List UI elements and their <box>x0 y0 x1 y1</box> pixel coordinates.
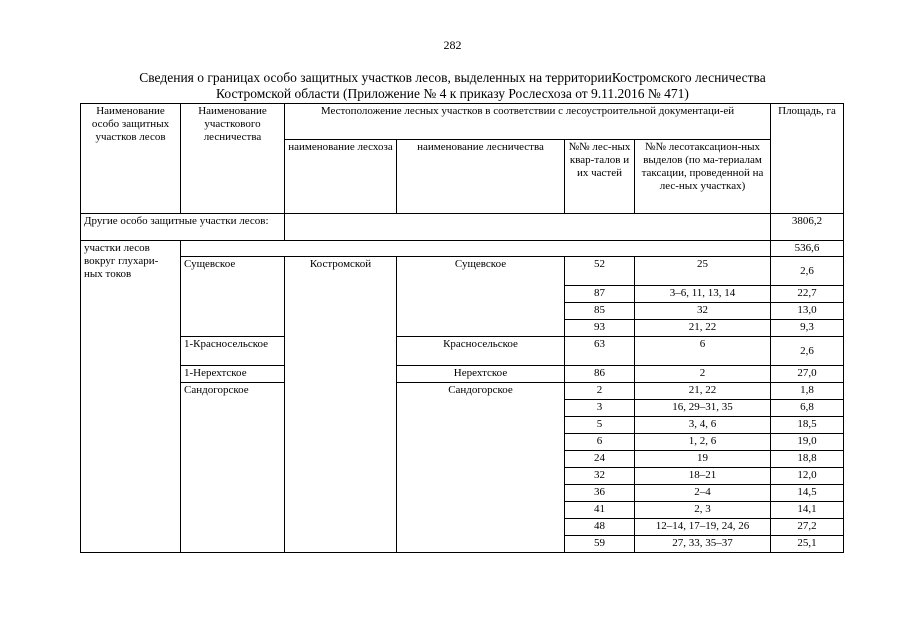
header-row-1 <box>81 104 844 140</box>
header-col-district-forestry: Наименование участкового лесничества <box>181 104 285 214</box>
cell-kvartal: 36 <box>565 485 635 502</box>
cell-vydel: 16, 29–31, 35 <box>635 400 771 417</box>
cell-kvartal: 41 <box>565 502 635 519</box>
table-row <box>81 337 844 366</box>
cell-vydel: 19 <box>635 451 771 468</box>
header-col-leskhoz: наименование лесхоза <box>285 140 397 214</box>
cell-kvartal: 5 <box>565 417 635 434</box>
cell-area: 22,7 <box>771 286 844 303</box>
cell-area: 2,6 <box>771 337 844 366</box>
title-line-1: Сведения о границах особо защитных участков лесов, выделенных на территорииКостромского лесничества <box>139 70 766 85</box>
cell-kvartal: 32 <box>565 468 635 485</box>
cell-kvartal: 86 <box>565 366 635 383</box>
subgroup-label: участки лесов вокруг глухари-ных токов <box>81 241 181 553</box>
header-col-vydel: №№ лесотаксацион-ных выделов (по ма-териалам таксации, проведенной на лес-ных участках) <box>635 140 771 214</box>
header-location: Местоположение лесных участков в соответствии с лесоустроительной документаци-ей <box>285 104 771 140</box>
cell-kvartal: 24 <box>565 451 635 468</box>
cell-lesnichestvo: Нерехтское <box>397 366 565 383</box>
cell-lesnichestvo: Красносельское <box>397 337 565 366</box>
table-row <box>81 383 844 400</box>
cell-area: 27,0 <box>771 366 844 383</box>
cell-vydel: 1, 2, 6 <box>635 434 771 451</box>
group-label: Другие особо защитные участки лесов: <box>81 214 285 241</box>
page-number: 282 <box>443 38 462 52</box>
cell-area: 9,3 <box>771 320 844 337</box>
cell-lesnichestvo: Сандогорское <box>397 383 565 553</box>
document-title <box>60 70 845 102</box>
group-empty <box>285 214 771 241</box>
cell-vydel: 6 <box>635 337 771 366</box>
cell-leskhoz: Костромской <box>285 257 397 553</box>
table-row <box>81 366 844 383</box>
cell-area: 14,5 <box>771 485 844 502</box>
cell-district-forestry: Сандогорское <box>181 383 285 553</box>
cell-vydel: 2–4 <box>635 485 771 502</box>
cell-area: 13,0 <box>771 303 844 320</box>
header-col-lesnichestvo: наименование лесничества <box>397 140 565 214</box>
cell-area: 18,5 <box>771 417 844 434</box>
subgroup-empty <box>181 241 771 257</box>
cell-area: 27,2 <box>771 519 844 536</box>
cell-vydel: 32 <box>635 303 771 320</box>
forest-areas-table <box>80 103 844 553</box>
cell-vydel: 2 <box>635 366 771 383</box>
group-row <box>81 214 844 241</box>
cell-area: 6,8 <box>771 400 844 417</box>
cell-vydel: 12–14, 17–19, 24, 26 <box>635 519 771 536</box>
cell-kvartal: 3 <box>565 400 635 417</box>
cell-kvartal: 87 <box>565 286 635 303</box>
cell-vydel: 21, 22 <box>635 383 771 400</box>
cell-area: 12,0 <box>771 468 844 485</box>
cell-kvartal: 48 <box>565 519 635 536</box>
group-area: 3806,2 <box>771 214 844 241</box>
title-line-2: Костромской области (Приложение № 4 к приказу Рослесхоза от 9.11.2016 № 471) <box>216 86 689 101</box>
cell-area: 14,1 <box>771 502 844 519</box>
header-col-kvartal: №№ лес-ных квар-талов и их частей <box>565 140 635 214</box>
cell-district-forestry: 1-Нерехтское <box>181 366 285 383</box>
cell-area: 2,6 <box>771 257 844 286</box>
cell-area: 18,8 <box>771 451 844 468</box>
cell-district-forestry: 1-Красносельское <box>181 337 285 366</box>
cell-vydel: 3, 4, 6 <box>635 417 771 434</box>
cell-area: 25,1 <box>771 536 844 553</box>
cell-vydel: 2, 3 <box>635 502 771 519</box>
cell-area: 1,8 <box>771 383 844 400</box>
cell-district-forestry: Сущевское <box>181 257 285 337</box>
cell-kvartal: 85 <box>565 303 635 320</box>
table-row <box>81 257 844 286</box>
cell-kvartal: 2 <box>565 383 635 400</box>
cell-area: 19,0 <box>771 434 844 451</box>
cell-vydel: 18–21 <box>635 468 771 485</box>
cell-kvartal: 52 <box>565 257 635 286</box>
cell-lesnichestvo: Сущевское <box>397 257 565 337</box>
cell-vydel: 3–6, 11, 13, 14 <box>635 286 771 303</box>
cell-kvartal: 93 <box>565 320 635 337</box>
cell-vydel: 21, 22 <box>635 320 771 337</box>
header-col-protected-area: Наименование особо защитных участков лесов <box>81 104 181 214</box>
cell-kvartal: 59 <box>565 536 635 553</box>
cell-vydel: 25 <box>635 257 771 286</box>
cell-kvartal: 63 <box>565 337 635 366</box>
cell-kvartal: 6 <box>565 434 635 451</box>
subgroup-area: 536,6 <box>771 241 844 257</box>
header-col-area: Площадь, га <box>771 104 844 214</box>
cell-vydel: 27, 33, 35–37 <box>635 536 771 553</box>
subgroup-row <box>81 241 844 257</box>
